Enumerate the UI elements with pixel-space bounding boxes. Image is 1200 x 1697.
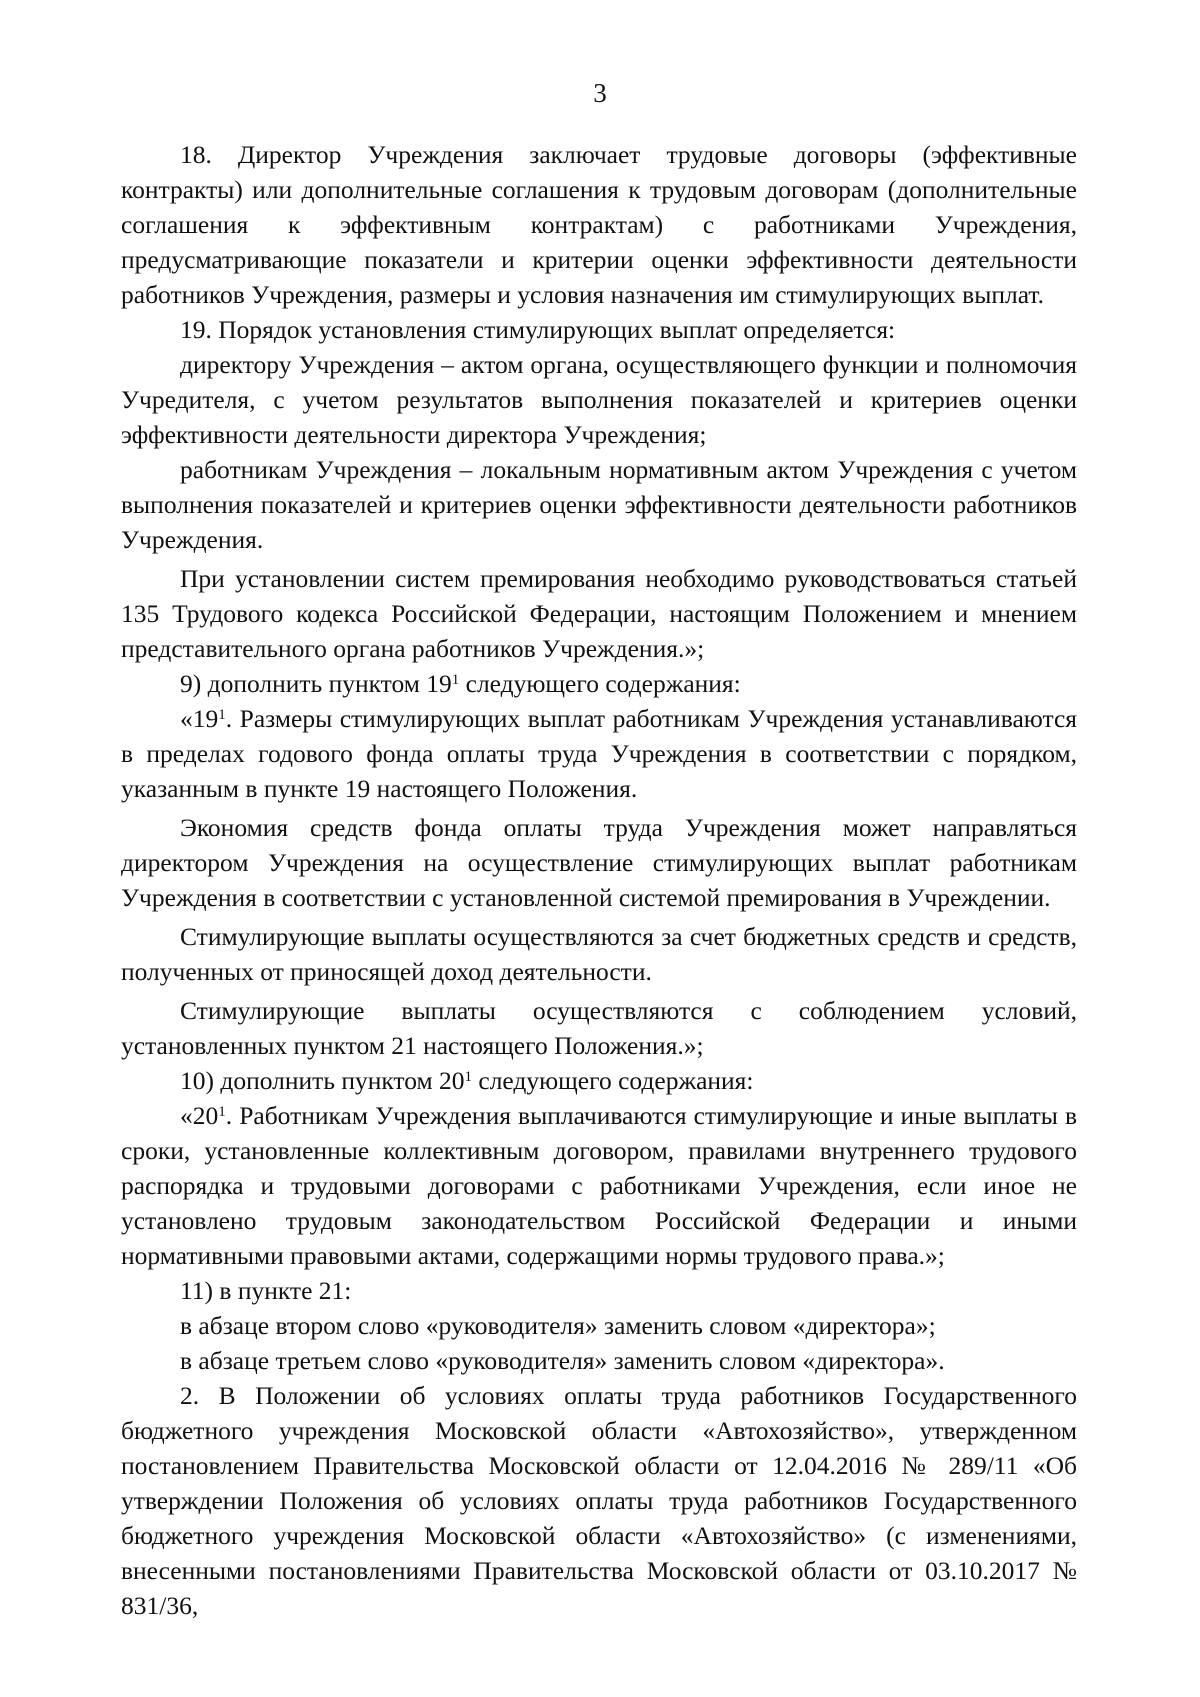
paragraph-subitem-9 — [121, 666, 1077, 701]
paragraph-director: директору Учреждения – актом органа, осуществляющего функции и полномочия Учредителя, с учетом результатов выполнения показателей и критериев оценки эффективности деятельности директора Учреждения; — [121, 350, 1077, 449]
text-run: «20 — [180, 1101, 219, 1130]
paragraph-stimulus-conditions: Стимулирующие выплаты осуществляются с соблюдением условий, установленных пунктом 21 настоящего Положения.»; — [121, 996, 1077, 1060]
paragraph-subitem-11-a: в абзаце втором слово «руководителя» заменить словом «директора»; — [180, 1311, 936, 1340]
document-body — [121, 137, 1077, 1623]
text-run: «19 — [180, 704, 219, 733]
text-run: следующего содержания: — [472, 1066, 754, 1095]
paragraph-item-18: 18. Директор Учреждения заключает трудовые договоры (эффективные контракты) или дополнительные соглашения к трудовым договорам (дополнительные соглашения к эффективным контрактам) с работниками Учреждения, предусматривающие показатели и критерии оценки эффективности деятельности работников Учреждения, размеры и условия назначения им стимулирующих выплат. — [121, 140, 1077, 309]
paragraph-economy: Экономия средств фонда оплаты труда Учреждения может направляться директором Учреждения на осуществление стимулирующих выплат работникам Учреждения в соответствии с установленной системой премирования в Учреждении. — [121, 813, 1077, 912]
paragraph-bonus-systems: При установлении систем премирования необходимо руководствоваться статьей 135 Трудового кодекса Российской Федерации, настоящим Положением и мнением представительного органа работников Учреждения.»; — [121, 564, 1077, 663]
paragraph-item-19: 19. Порядок установления стимулирующих выплат определяется: — [180, 315, 896, 344]
paragraph-item-20-1 — [121, 1098, 1077, 1273]
text-run: . Размеры стимулирующих выплат работникам Учреждения устанавливаются в пределах годового фонда оплаты труда Учреждения в соответствии с порядком, указанным в пункте 19 настоящего Положения. — [121, 704, 1077, 803]
text-run: следующего содержания: — [459, 669, 741, 698]
text-run: . Работникам Учреждения выплачиваются стимулирующие и иные выплаты в сроки, установленные коллективным договором, правилами внутреннего трудового распорядка и трудовыми договорами с работниками Учреждения, если иное не установлено трудовым законодательством Российской Федерации и иными нормативными правовыми актами, содержащими нормы трудового права.»; — [121, 1101, 1077, 1270]
page-number: 3 — [593, 78, 607, 108]
paragraph-subitem-10 — [121, 1063, 1077, 1098]
superscript-index: 1 — [464, 1068, 472, 1085]
text-run: 10) дополнить пунктом 20 — [180, 1066, 465, 1095]
superscript-index: 1 — [451, 671, 460, 688]
superscript-index: 1 — [218, 1103, 226, 1120]
text-run: 9) дополнить пунктом 19 — [180, 669, 452, 698]
paragraph-subitem-11: 11) в пункте 21: — [180, 1276, 352, 1305]
paragraph-item-2: 2. В Положении об условиях оплаты труда работников Государственного бюджетного учреждения Московской области «Автохозяйство», утвержденном постановлением Правительства Московской области от 12.04.2016 № 289/11 «Об утверждении Положения об условиях оплаты труда работников Государственного бюджетного учреждения Московской области «Автохозяйство» (с изменениями, внесенными постановлениями Правительства Московской области от 03.10.2017 № 831/36, — [121, 1381, 1077, 1620]
superscript-index: 1 — [218, 706, 226, 723]
paragraph-workers: работникам Учреждения – локальным нормативным актом Учреждения с учетом выполнения показателей и критериев оценки эффективности деятельности работников Учреждения. — [121, 455, 1077, 554]
paragraph-subitem-11-b: в абзаце третьем слово «руководителя» заменить словом «директора». — [180, 1346, 945, 1375]
paragraph-stimulus-sources: Стимулирующие выплаты осуществляются за счет бюджетных средств и средств, полученных от приносящей доход деятельности. — [121, 922, 1077, 986]
paragraph-item-19-1 — [121, 701, 1077, 806]
